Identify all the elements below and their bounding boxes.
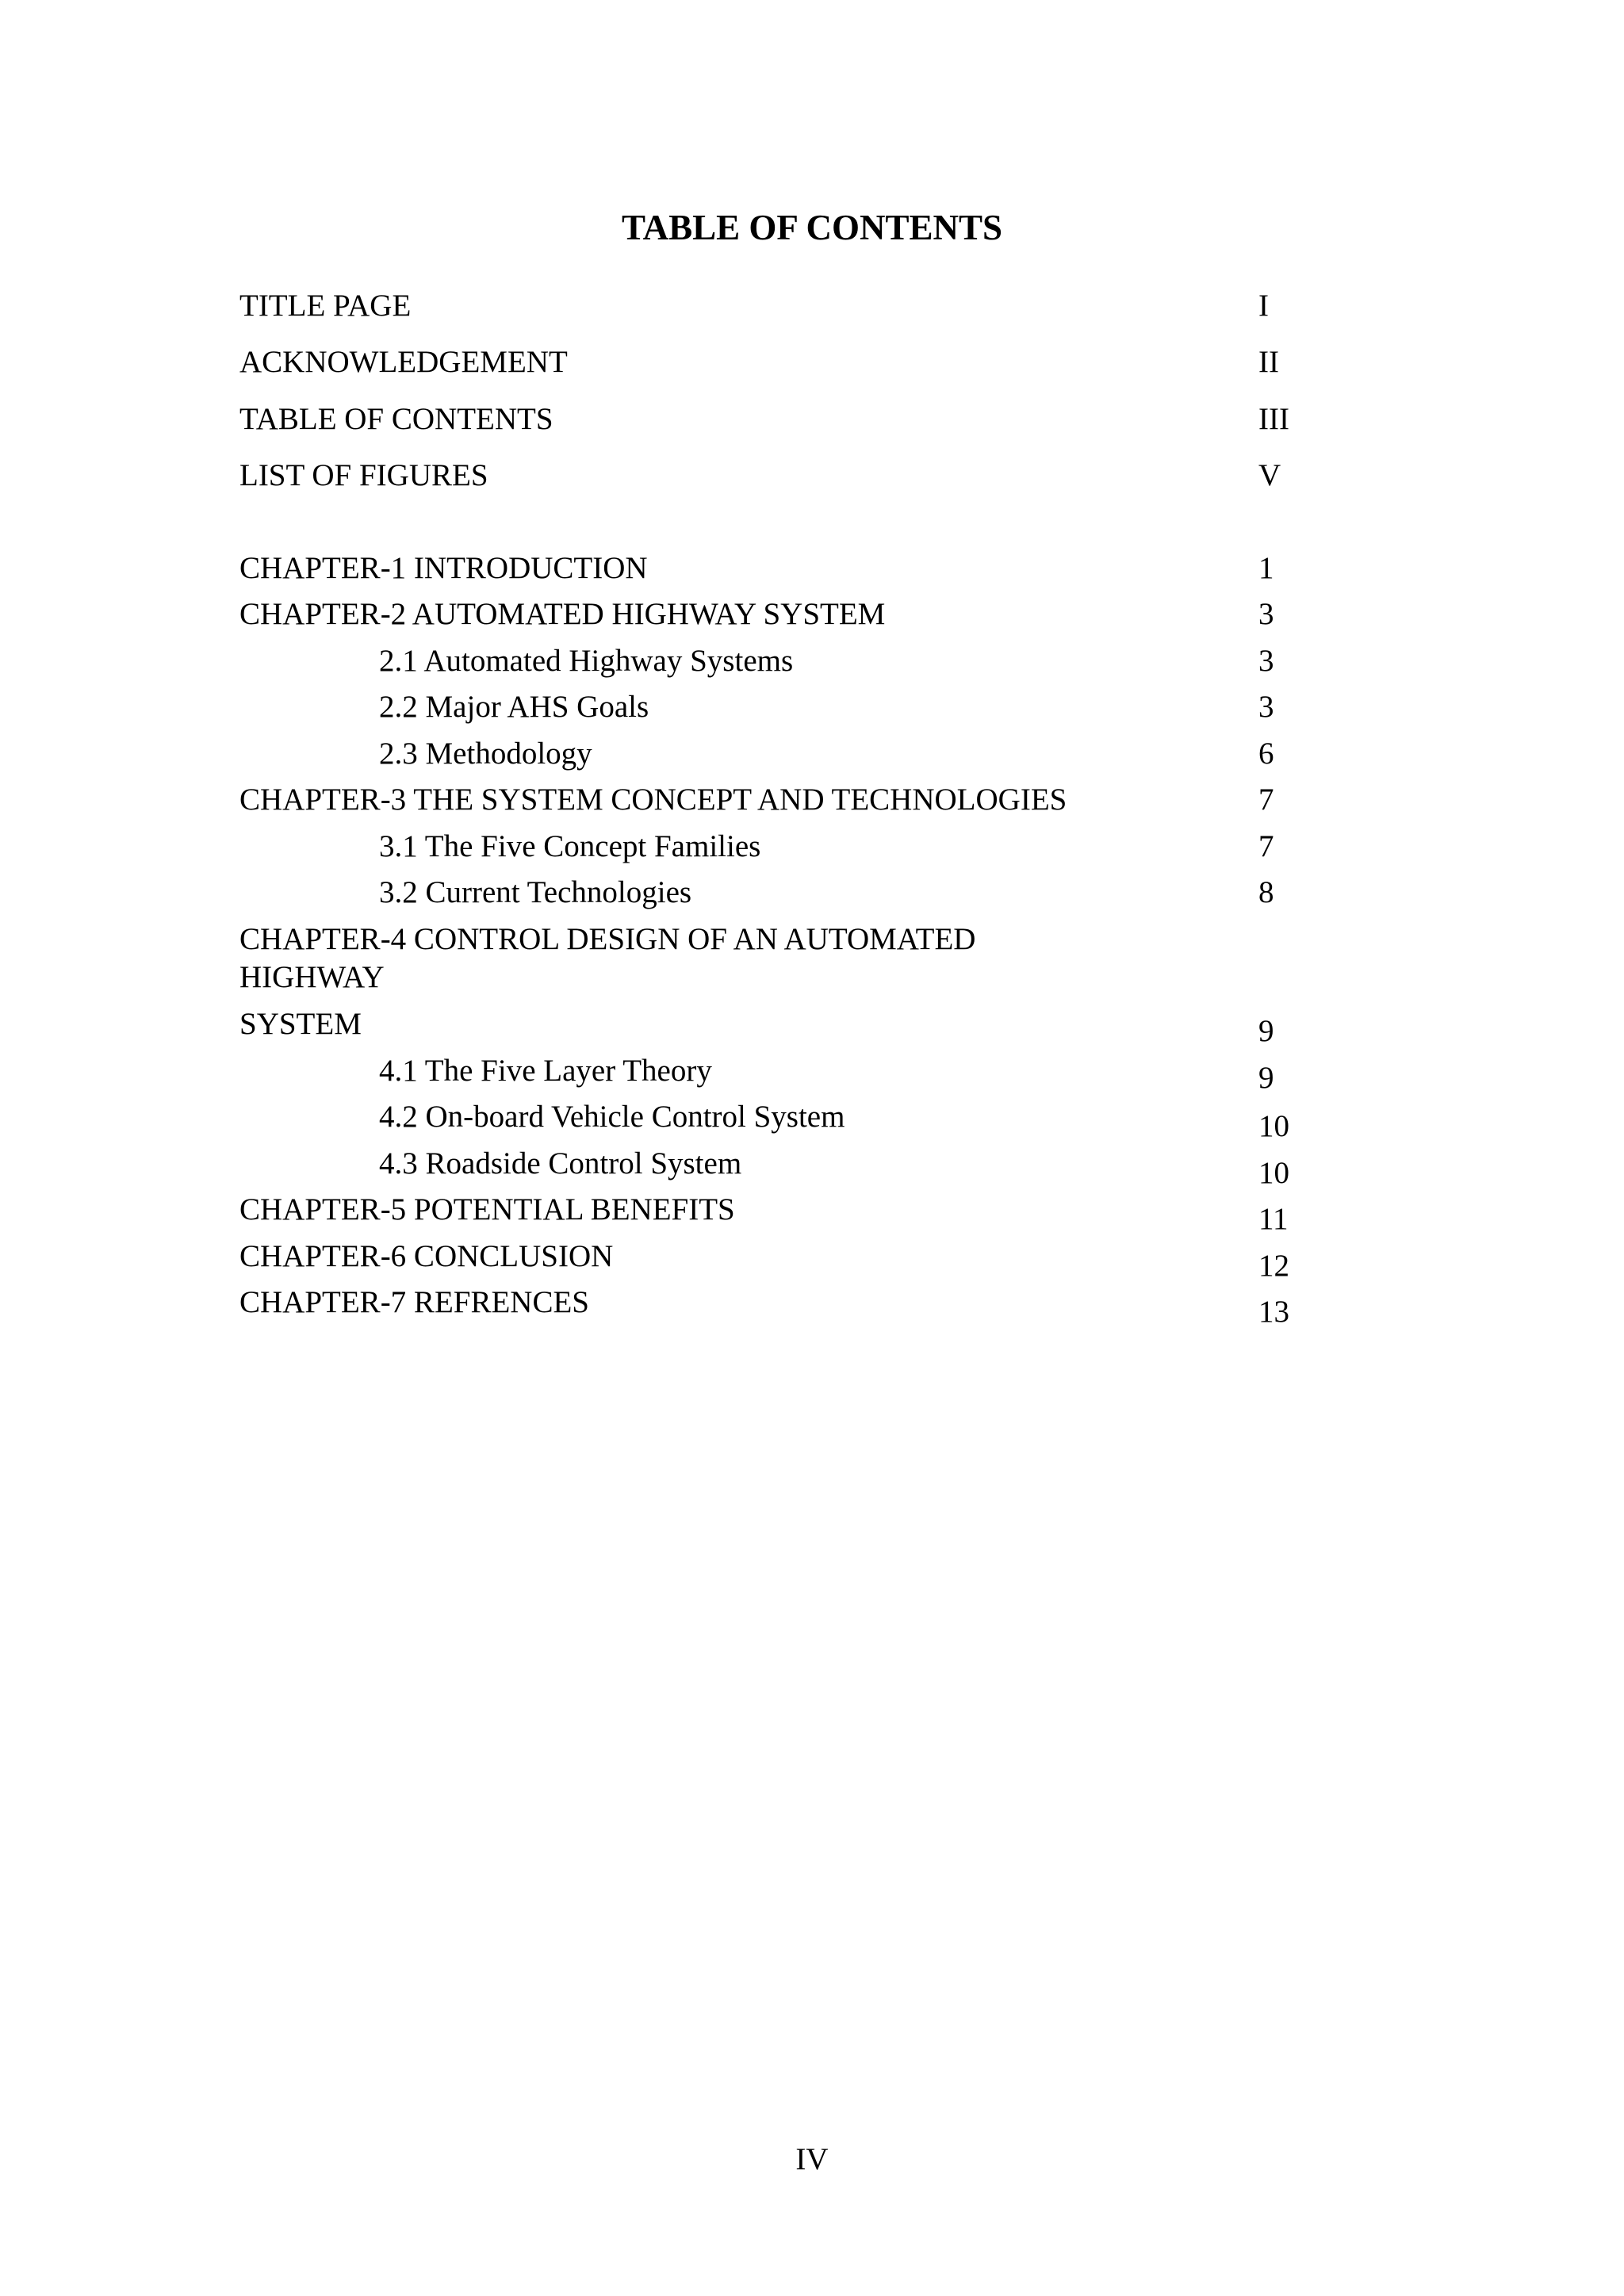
toc-entry-page: 9 (1258, 1014, 1274, 1048)
toc-entry-page: 10 (1258, 1156, 1289, 1190)
toc-entry-label: CHAPTER-1 INTRODUCTION (239, 551, 648, 585)
toc-entry-page: 13 (1258, 1295, 1289, 1329)
toc-entry-label: 4.3 Roadside Control System (379, 1146, 742, 1181)
toc-entry-page: II (1258, 345, 1279, 379)
toc-section-2-1 (0, 638, 1624, 684)
toc-entry-page: 12 (1258, 1249, 1289, 1283)
toc-entry-acknowledgement (0, 339, 1624, 385)
toc-section-4-3 (0, 1141, 1624, 1190)
toc-entry-page: 7 (1258, 783, 1274, 817)
toc-chapter-4-line-2 (0, 955, 1624, 1001)
toc-section-3-2 (0, 870, 1624, 916)
toc-section-4-1 (0, 1048, 1624, 1094)
toc-entry-table-of-contents (0, 396, 1624, 442)
toc-entry-label: 4.2 On-board Vehicle Control System (379, 1100, 845, 1134)
toc-chapter-3 (0, 777, 1624, 823)
toc-entry-page: 3 (1258, 597, 1274, 631)
toc-entry-label: 3.1 The Five Concept Families (379, 829, 761, 863)
toc-entry-label: TABLE OF CONTENTS (239, 402, 553, 436)
toc-entry-label: CHAPTER-4 CONTROL DESIGN OF AN AUTOMATED (239, 922, 976, 956)
toc-section-2-2 (0, 684, 1624, 730)
toc-entry-page: 8 (1258, 875, 1274, 909)
toc-chapter-5 (0, 1187, 1624, 1236)
toc-entry-page: III (1258, 402, 1289, 436)
toc-entry-page: 3 (1258, 690, 1274, 724)
toc-entry-label: 4.1 The Five Layer Theory (379, 1054, 712, 1088)
toc-chapter-4-line-3 (0, 1001, 1624, 1047)
toc-entry-label: 2.1 Automated Highway Systems (379, 644, 794, 678)
toc-entry-page: 10 (1258, 1109, 1289, 1143)
toc-entry-page: 1 (1258, 551, 1274, 585)
toc-entry-page: 11 (1258, 1202, 1289, 1236)
toc-section-4-2 (0, 1094, 1624, 1143)
toc-entry-label: CHAPTER-3 THE SYSTEM CONCEPT AND TECHNOLOGIES (239, 783, 1067, 817)
toc-section-2-3 (0, 731, 1624, 777)
toc-entry-title-page (0, 283, 1624, 329)
toc-entry-label: HIGHWAY (239, 960, 385, 994)
toc-entry-page: V (1258, 458, 1281, 492)
toc-chapter-1 (0, 545, 1624, 591)
toc-entry-page: 9 (1258, 1061, 1274, 1095)
toc-entry-label: CHAPTER-6 CONCLUSION (239, 1239, 614, 1273)
toc-entry-label: 2.3 Methodology (379, 737, 592, 771)
toc-entry-label: CHAPTER-2 AUTOMATED HIGHWAY SYSTEM (239, 597, 886, 631)
toc-entry-label: 3.2 Current Technologies (379, 875, 692, 909)
toc-entry-label: LIST OF FIGURES (239, 458, 488, 492)
toc-entry-label: SYSTEM (239, 1007, 362, 1041)
page-title: TABLE OF CONTENTS (621, 208, 1003, 247)
toc-entry-label: CHAPTER-5 POTENTIAL BENEFITS (239, 1192, 735, 1226)
toc-entry-page: 7 (1258, 829, 1274, 863)
page-number: IV (795, 2142, 829, 2176)
toc-section-3-1 (0, 824, 1624, 870)
toc-chapter-2 (0, 591, 1624, 637)
toc-entry-label: 2.2 Major AHS Goals (379, 690, 649, 724)
toc-entry-page: 3 (1258, 644, 1274, 678)
toc-chapter-6 (0, 1234, 1624, 1283)
toc-chapter-7 (0, 1280, 1624, 1329)
toc-entry-label: TITLE PAGE (239, 289, 412, 323)
toc-entry-label: ACKNOWLEDGEMENT (239, 345, 568, 379)
toc-entry-label: CHAPTER-7 REFRENCES (239, 1285, 589, 1319)
toc-entry-list-of-figures (0, 453, 1624, 499)
toc-entry-page: I (1258, 289, 1269, 323)
toc-entry-page: 6 (1258, 737, 1274, 771)
